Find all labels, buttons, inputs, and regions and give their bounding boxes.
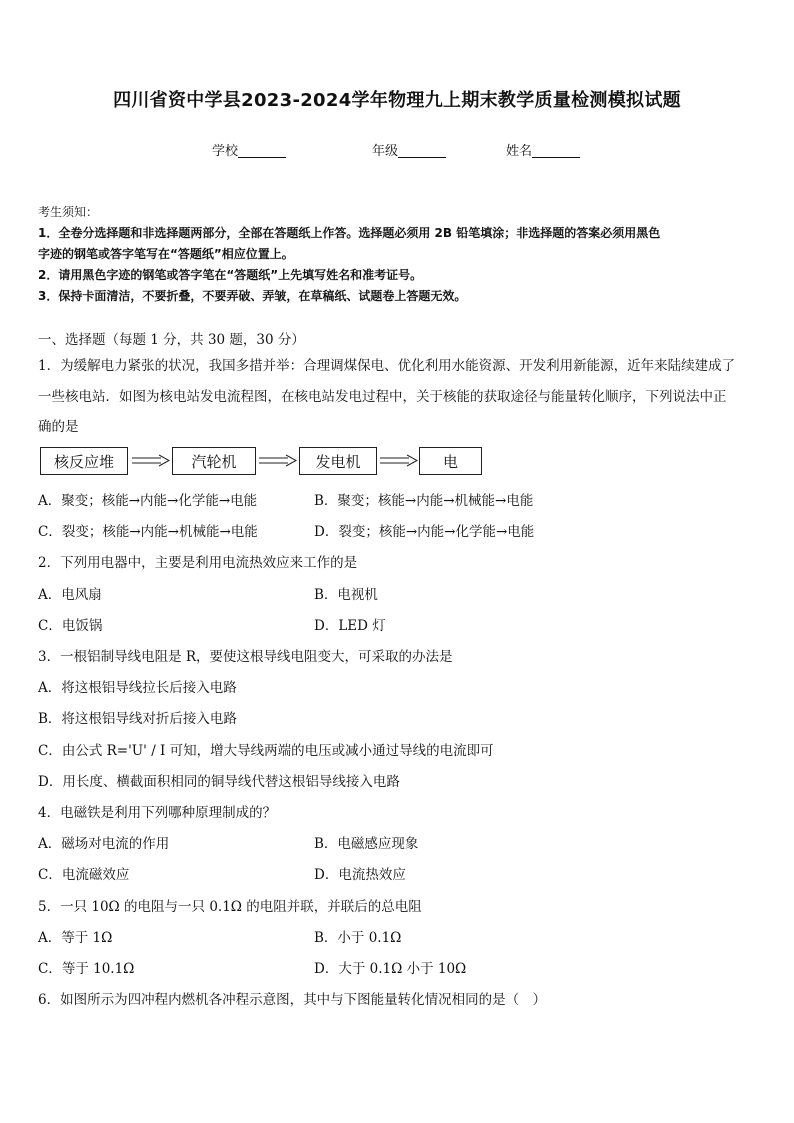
notice-item-1a: 1．全卷分选择题和非选择题两部分，全部在答题纸上作答。选择题必须用 2B 铅笔填涂；非选择题的答案必须用黑色 bbox=[38, 226, 661, 240]
q1-option-c[interactable]: C．裂变；核能→内能→机械能→电能 bbox=[38, 524, 258, 540]
q5-option-b[interactable]: B．小于 0.1Ω bbox=[314, 930, 402, 946]
q5-stem: 5．一只 10Ω 的电阻与一只 0.1Ω 的电阻并联，并联后的总电阻 bbox=[38, 899, 422, 915]
notice-item-1b: 字迹的钢笔或答字笔写在“答题纸”相应位置上。 bbox=[38, 247, 294, 261]
name-field bbox=[506, 140, 580, 159]
q5-option-a[interactable]: A．等于 1Ω bbox=[38, 930, 113, 946]
flow-box-reactor: 核反应堆 bbox=[40, 447, 128, 475]
q4-option-c[interactable]: C．电流磁效应 bbox=[38, 867, 130, 883]
q2-option-a[interactable]: A．电风扇 bbox=[38, 587, 102, 603]
exam-title: 四川省资中学县2023-2024学年物理九上期末教学质量检测模拟试题 bbox=[113, 90, 681, 111]
q1-option-b[interactable]: B．聚变；核能→内能→机械能→电能 bbox=[314, 493, 534, 509]
q3-option-c[interactable]: C．由公式 R='U' / I 可知，增大导线两端的电压或减小通过导线的电流即可 bbox=[38, 743, 494, 759]
flow-box-turbine: 汽轮机 bbox=[172, 447, 256, 475]
name-blank[interactable] bbox=[532, 143, 580, 158]
q2-option-b[interactable]: B．电视机 bbox=[314, 587, 378, 603]
q2-stem: 2．下列用电器中，主要是利用电流热效应来工作的是 bbox=[38, 555, 358, 571]
q5-option-c[interactable]: C．等于 10.1Ω bbox=[38, 961, 135, 977]
q2-option-c[interactable]: C．电饭锅 bbox=[38, 618, 103, 634]
q3-option-a[interactable]: A．将这根铝导线拉长后接入电路 bbox=[38, 680, 237, 696]
q1-option-d[interactable]: D．裂变；核能→内能→化学能→电能 bbox=[314, 524, 535, 540]
flow-arrow-icon bbox=[258, 454, 298, 468]
flow-box-generator: 发电机 bbox=[299, 447, 377, 475]
q4-option-b[interactable]: B．电磁感应现象 bbox=[314, 836, 419, 852]
flow-box-electricity: 电 bbox=[419, 447, 482, 475]
grade-field bbox=[372, 140, 446, 159]
q3-stem: 3．一根铝制导线电阻是 R，要使这根导线电阻变大，可采取的办法是 bbox=[38, 649, 453, 665]
q3-option-d[interactable]: D．用长度、横截面积相同的铜导线代替这根铝导线接入电路 bbox=[38, 774, 400, 790]
school-field bbox=[212, 140, 286, 159]
q1-stem-line1: 1．为缓解电力紧张的状况，我国多措并举：合理调煤保电、优化利用水能资源、开发利用新能源，近年来陆续建成了 bbox=[38, 358, 736, 374]
q1-option-a[interactable]: A．聚变；核能→内能→化学能→电能 bbox=[38, 493, 258, 509]
grade-blank[interactable] bbox=[398, 143, 446, 158]
notice-heading: 考生须知： bbox=[38, 205, 99, 219]
q5-option-d[interactable]: D．大于 0.1Ω 小于 10Ω bbox=[314, 961, 467, 977]
q1-stem-line3: 确的是 bbox=[38, 419, 79, 435]
school-blank[interactable] bbox=[238, 143, 286, 158]
q6-stem: 6．如图所示为四冲程内燃机各冲程示意图，其中与下图能量转化情况相同的是（ ） bbox=[38, 992, 547, 1008]
q1-stem-line2: 一些核电站．如图为核电站发电流程图，在核电站发电过程中，关于核能的获取途径与能量转化顺序，下列说法中正 bbox=[38, 389, 727, 405]
q3-option-b[interactable]: B．将这根铝导线对折后接入电路 bbox=[38, 711, 237, 727]
section-heading: 一、选择题（每题 1 分，共 30 题，30 分） bbox=[38, 332, 305, 348]
name-label: 姓名 bbox=[506, 144, 533, 159]
flow-arrow-icon bbox=[379, 454, 419, 468]
grade-label: 年级 bbox=[372, 144, 399, 159]
flow-arrow-icon bbox=[131, 454, 171, 468]
school-label: 学校 bbox=[212, 144, 239, 159]
q2-option-d[interactable]: D．LED 灯 bbox=[314, 618, 386, 634]
q4-option-d[interactable]: D．电流热效应 bbox=[314, 867, 406, 883]
notice-item-3: 3．保持卡面清洁，不要折叠，不要弄破、弄皱，在草稿纸、试题卷上答题无效。 bbox=[38, 289, 467, 303]
q4-option-a[interactable]: A．磁场对电流的作用 bbox=[38, 836, 170, 852]
notice-item-2: 2．请用黑色字迹的钢笔或答字笔在“答题纸”上先填写姓名和准考证号。 bbox=[38, 268, 423, 282]
q4-stem: 4．电磁铁是利用下列哪种原理制成的？ bbox=[38, 805, 277, 821]
